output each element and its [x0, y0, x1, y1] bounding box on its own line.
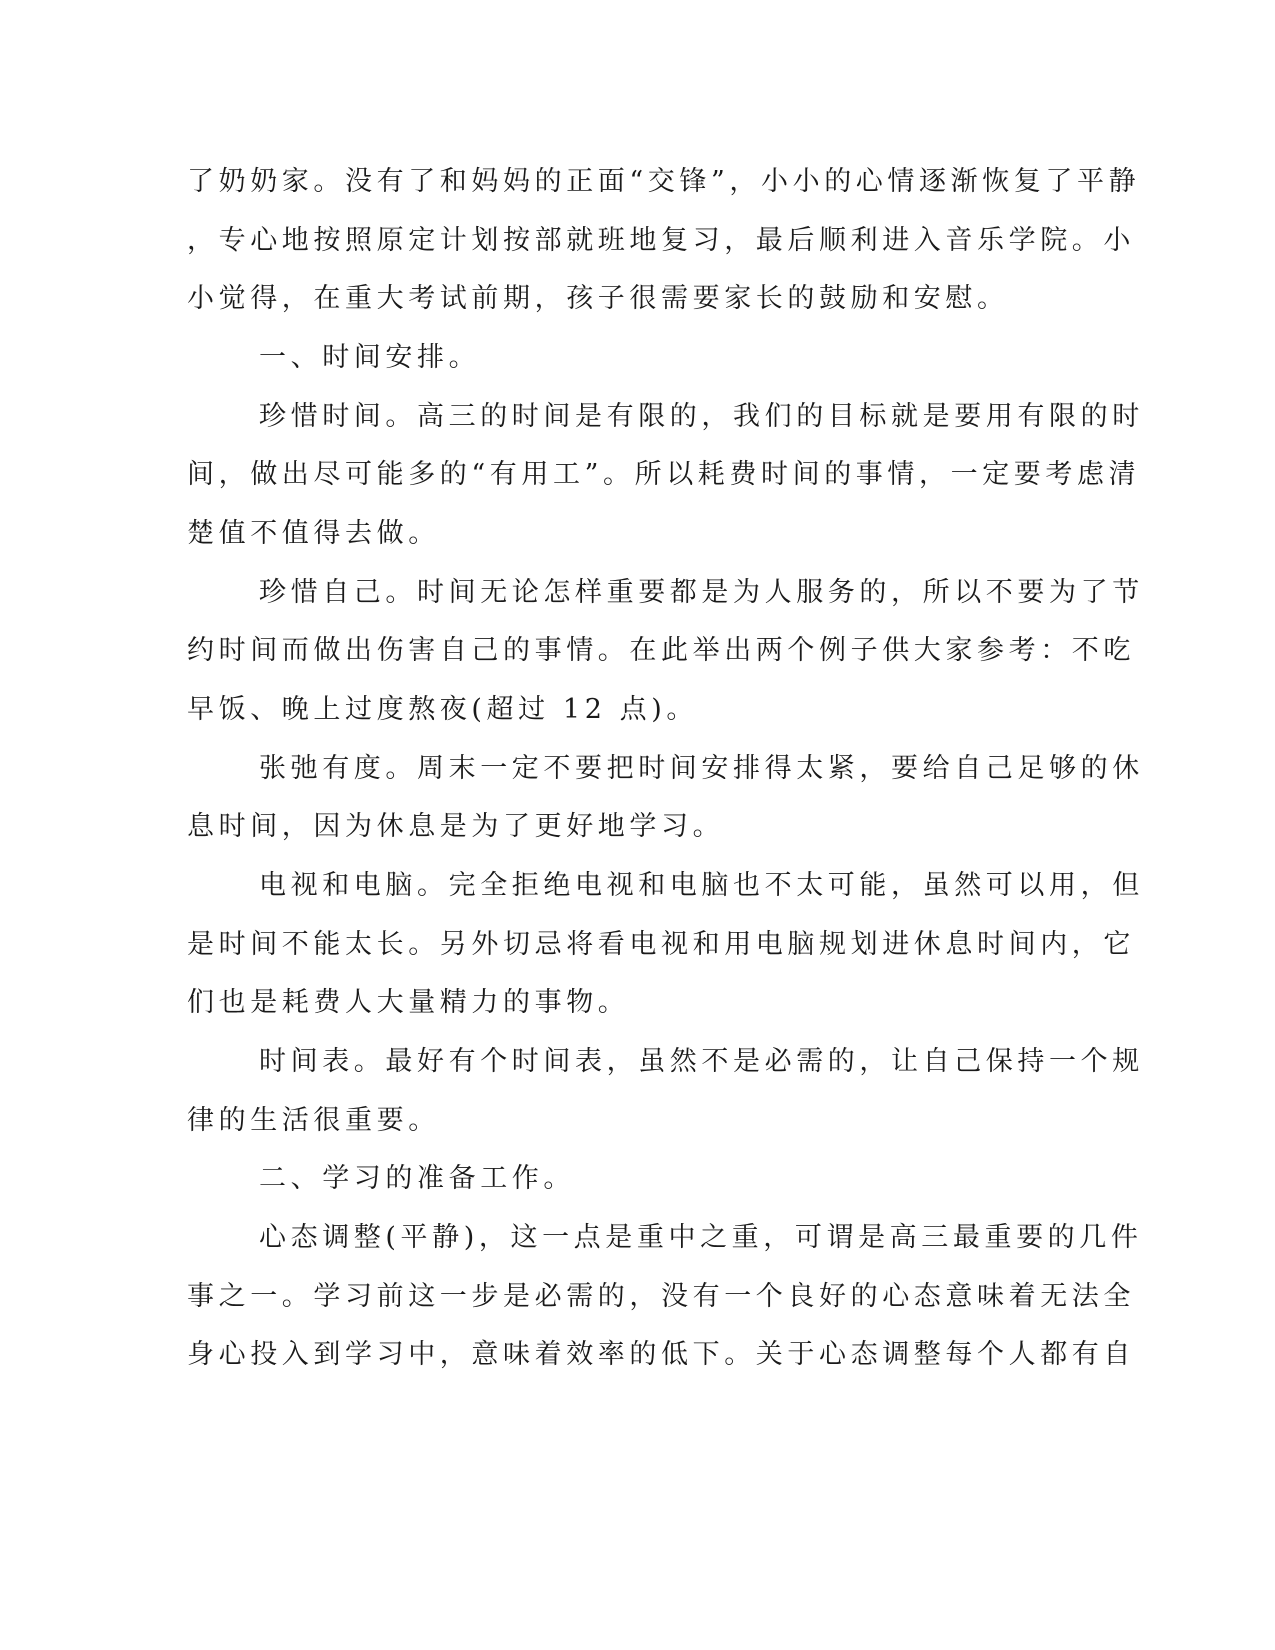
section-heading: 一、时间安排。: [259, 342, 481, 373]
paragraph-start: 时间表。最好有个时间表，虽然不是必需的，让自己保持一个规: [259, 1046, 1144, 1077]
text-line: 们也是耗费人大量精力的事物。: [187, 987, 630, 1018]
text-line: 间，做出尽可能多的“有用工”。所以耗费时间的事情，一定要考虑清: [187, 459, 1141, 490]
text-line: ，专心地按照原定计划按部就班地复习，最后顺利进入音乐学院。小: [187, 225, 1135, 256]
text-line: 是时间不能太长。另外切忌将看电视和用电脑规划进休息时间内，它: [187, 929, 1135, 960]
paragraph-start: 珍惜自己。时间无论怎样重要都是为人服务的，所以不要为了节: [259, 577, 1144, 608]
text-line: 身心投入到学习中，意味着效率的低下。关于心态调整每个人都有自: [187, 1339, 1135, 1370]
text-line: 律的生活很重要。: [187, 1105, 440, 1136]
text-line: 了奶奶家。没有了和妈妈的正面“交锋”，小小的心情逐渐恢复了平静: [187, 166, 1141, 197]
paragraph-start: 心态调整(平静)，这一点是重中之重，可谓是高三最重要的几件: [259, 1222, 1143, 1253]
text-line: 楚值不值得去做。: [187, 518, 440, 549]
paragraph-start: 电视和电脑。完全拒绝电视和电脑也不太可能，虽然可以用，但: [259, 870, 1144, 901]
text-line: 小觉得，在重大考试前期，孩子很需要家长的鼓励和安慰。: [187, 283, 1009, 314]
paragraph-start: 珍惜时间。高三的时间是有限的，我们的目标就是要用有限的时: [259, 401, 1144, 432]
paragraph-start: 张弛有度。周末一定不要把时间安排得太紧，要给自己足够的休: [259, 753, 1144, 784]
text-line: 事之一。学习前这一步是必需的，没有一个良好的心态意味着无法全: [187, 1281, 1135, 1312]
text-line: 约时间而做出伤害自己的事情。在此举出两个例子供大家参考：不吃: [187, 635, 1135, 666]
section-heading: 二、学习的准备工作。: [259, 1163, 575, 1194]
text-line: 息时间，因为休息是为了更好地学习。: [187, 811, 725, 842]
text-line: 早饭、晚上过度熬夜(超过 12 点)。: [187, 694, 698, 725]
